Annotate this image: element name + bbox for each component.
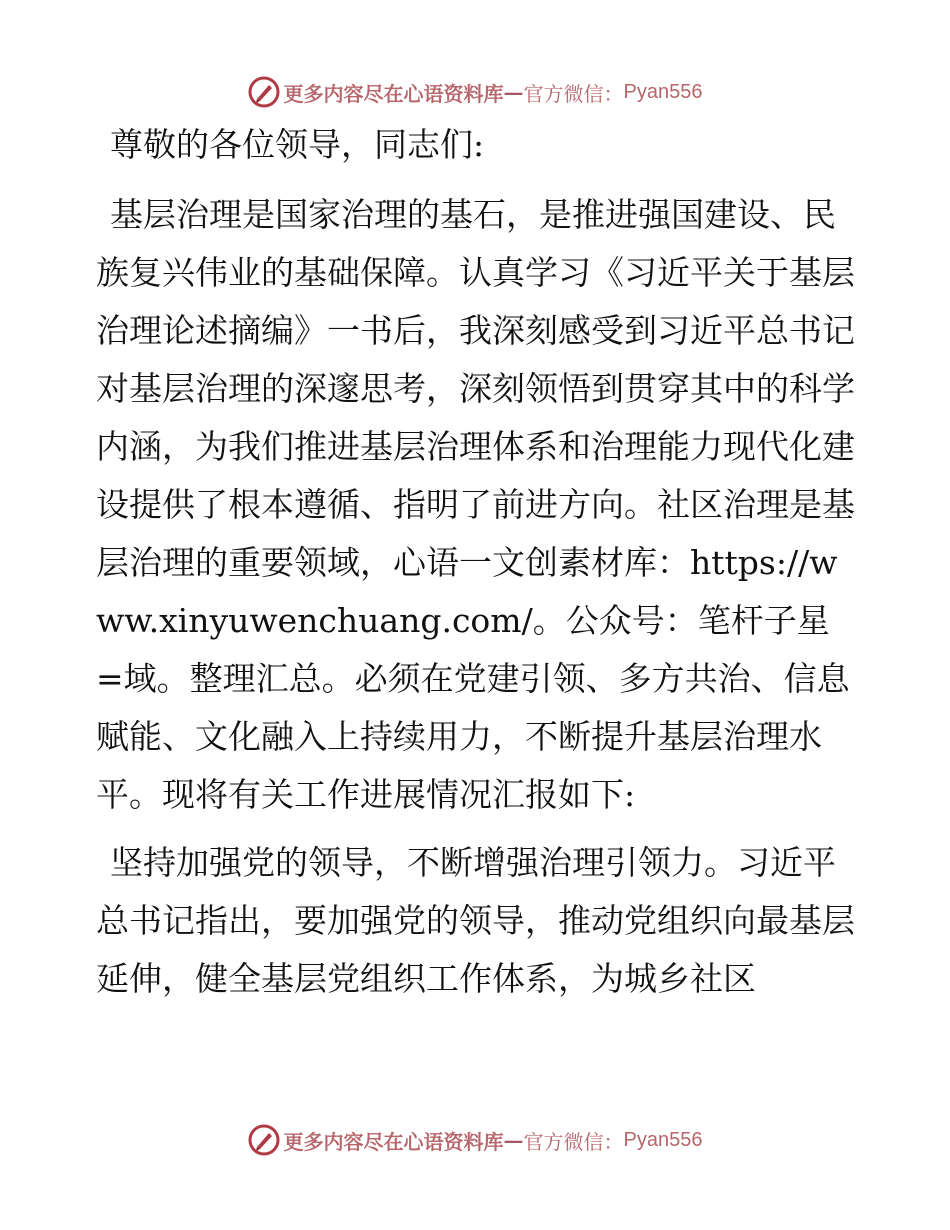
paragraph-1 [96, 186, 856, 824]
banner-wechat-id: Pyan556 [623, 80, 703, 103]
pen-logo-icon [248, 1124, 280, 1156]
greeting-text: 尊敬的各位领导，同志们: [110, 125, 485, 164]
document-body [96, 116, 856, 1008]
banner-dash: — [503, 80, 524, 104]
paragraph-2 [96, 834, 856, 1008]
footer-banner [0, 1120, 950, 1160]
banner-main-text: 更多内容尽在心语资料库 [283, 1129, 504, 1154]
pen-logo-icon [248, 76, 280, 108]
banner-label: 官方微信： [523, 81, 624, 106]
banner-dash: — [503, 1128, 524, 1152]
header-banner [0, 72, 950, 112]
paragraph-2-text: 坚持加强党的领导，不断增强治理引领力。习近平总书记指出，要加强党的领导，推动党组织向最基层延伸，健全基层党组织工作体系，为城乡社区 [96, 843, 855, 998]
banner-label: 官方微信： [523, 1129, 624, 1154]
greeting [96, 116, 856, 174]
paragraph-1-text: 基层治理是国家治理的基石，是推进强国建设、民族复兴伟业的基础保障。认真学习《习近平关于基层治理论述摘编》一书后，我深刻感受到习近平总书记对基层治理的深邃思考，深刻领悟到贯穿其中的科学内涵，为我们推进基层治理体系和治理能力现代化建设提供了根本遵循、指明了前进方向。社区治理是基层治理的重要领域，心语一文创素材库：https://www.xinyuwenchuang.com/。公众号：笔杆子星=域。整理汇总。必须在党建引领、多方共治、信息赋能、文化融入上持续用力，不断提升基层治理水平。现将有关工作进展情况汇报如下: [96, 195, 855, 814]
banner-wechat-id: Pyan556 [623, 1128, 703, 1151]
banner-main-text: 更多内容尽在心语资料库 [283, 81, 504, 106]
